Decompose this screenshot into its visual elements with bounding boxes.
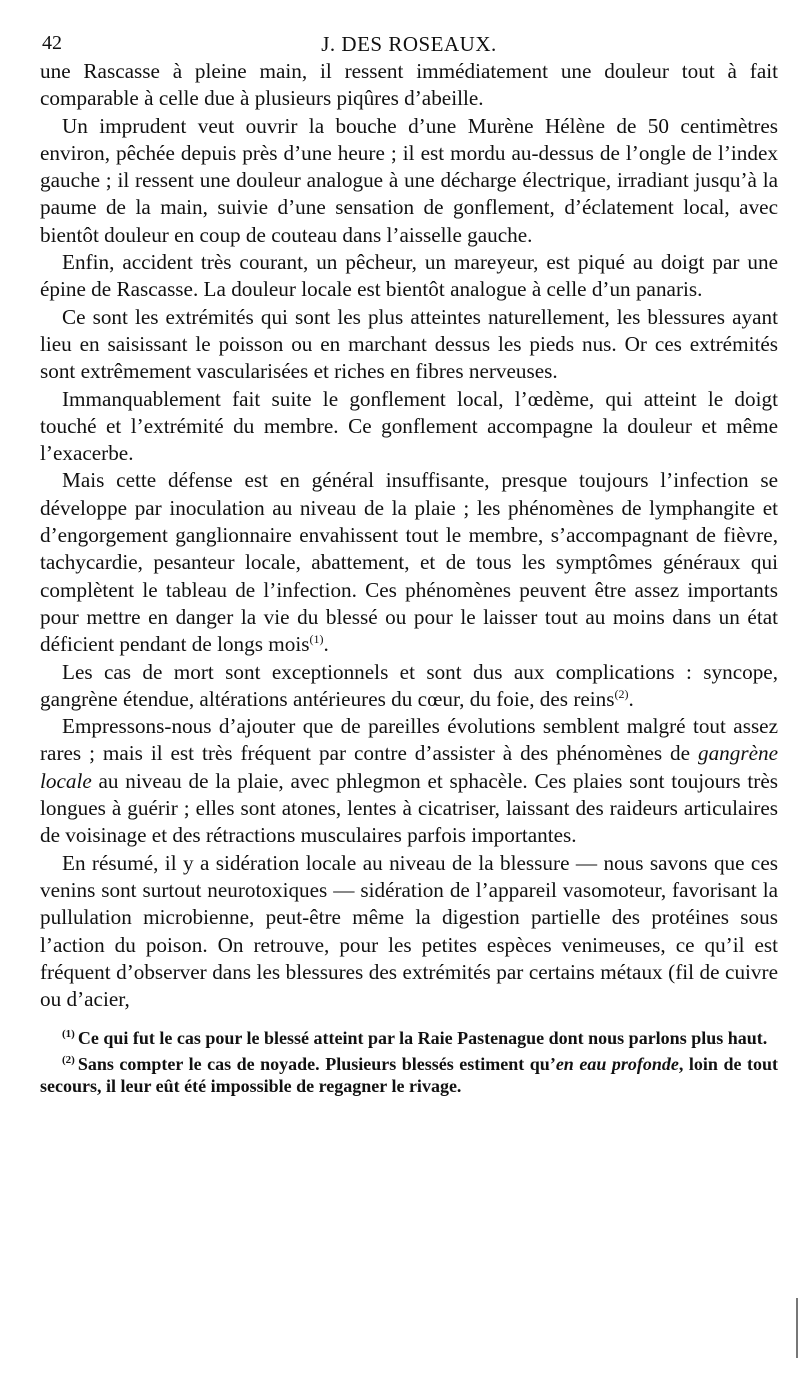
- paragraph-text: Mais cette défense est en général insuffisante, presque toujours l’infection se développe par inoculation au niveau de la plaie ; les phénomènes de lymphangite et d’engorgement ganglionnaire envahissent tout le membre, s’accompagnant de fièvre, tachycardie, pesanteur locale, abattement, et de tous les symptômes généraux qui complètent le tableau de l’infection. Ces phénomènes peuvent être assez importants pour mettre en danger la vie du blessé ou pour le laisser tout au moins dans un état déficient pendant de longs mois: [40, 468, 778, 657]
- footnote-mark: (2): [62, 1054, 75, 1067]
- paragraph-2: [40, 113, 778, 249]
- footnote-reference-1: (1): [309, 632, 324, 647]
- footnote-text: Sans compter le cas de noyade. Plusieurs blessés estiment qu’: [77, 1054, 556, 1075]
- paragraph-1: [40, 58, 778, 113]
- footnote-text: Ce qui fut le cas pour le blessé atteint par la Raie Pastenague dont nous parlons plus haut.: [77, 1028, 768, 1049]
- paragraph-text: Immanquablement fait suite le gonflement local, l’œdème, qui atteint le doigt touché et l’extrémité du membre. Ce gonflement accompagne la douleur et même l’exacerbe.: [40, 386, 778, 466]
- paragraph-3: [40, 249, 778, 304]
- paragraph-text: Ce sont les extrémités qui sont les plus atteintes naturellement, les blessures ayant lieu en saisissant le poisson ou en marchant dessus les pieds nus. Or ces extrémités sont extrêmement vascularisées et riches en fibres nerveuses.: [40, 304, 778, 384]
- paragraph-5: [40, 386, 778, 468]
- book-page: [40, 18, 778, 1097]
- paragraph-text: Un imprudent veut ouvrir la bouche d’une Murène Hélène de 50 centimètres environ, pêchée depuis près d’une heure ; il est mordu au-dessus de l’ongle de l’index gauche ; il ressent une douleur analogue à une décharge électrique, irradiant jusqu’à la paume de la main, suivie d’une sensation de gonflement, d’éclatement local, avec bientôt douleur en coup de couteau dans l’aisselle gauche.: [40, 113, 778, 247]
- paragraph-text-end: .: [323, 632, 329, 657]
- paragraph-text-end: au niveau de la plaie, avec phlegmon et sphacèle. Ces plaies sont toujours très longues à guérir ; elles sont atones, lentes à cicatriser, laissant des raideurs articulaires de voisinage et des rétractions musculaires parfois importantes.: [40, 768, 778, 848]
- paragraph-9: [40, 850, 778, 1014]
- page-edge-mark: [796, 1298, 798, 1358]
- page-number: 42: [42, 32, 62, 54]
- italic-term: gangrène locale: [40, 741, 778, 793]
- footnote-mark: (1): [62, 1028, 75, 1041]
- paragraph-8: [40, 713, 778, 849]
- footnote-2: [40, 1053, 778, 1097]
- footnote-text-end: , loin de tout secours, il leur eût été impossible de regagner le rivage.: [40, 1054, 779, 1097]
- paragraph-text: Les cas de mort sont exceptionnels et sont dus aux complications : syncope, gangrène étendue, altérations antérieures du cœur, du foie, des reins: [40, 659, 778, 711]
- footnote-reference-2: (2): [614, 686, 629, 701]
- body-text: [40, 58, 778, 1013]
- footnotes: [40, 1027, 778, 1097]
- paragraph-text: En résumé, il y a sidération locale au niveau de la blessure — nous savons que ces venins sont surtout neurotoxiques — sidération de l’appareil vasomoteur, favorisant la pullulation microbienne, peut-être même la digestion partielle des protéines sous l’action du poison. On retrouve, pour les petites espèces venimeuses, ce qu’il est fréquent d’observer dans les blessures des extrémités par certains métaux (fil de cuivre ou d’acier,: [40, 850, 778, 1012]
- paragraph-text: Enfin, accident très courant, un pêcheur, un mareyeur, est piqué au doigt par une épine de Rascasse. La douleur locale est bientôt analogue à celle d’un panaris.: [40, 250, 778, 302]
- paragraph-6: [40, 467, 778, 658]
- italic-term: en eau profonde: [555, 1054, 679, 1075]
- paragraph-text: Empressons-nous d’ajouter que de pareilles évolutions semblent malgré tout assez rares ; mais il est très fréquent par contre d’assister à des phénomènes de: [40, 714, 778, 766]
- paragraph-7: [40, 659, 778, 714]
- paragraph-4: [40, 304, 778, 386]
- paragraph-text: une Rascasse à pleine main, il ressent immédiatement une douleur tout à fait comparable à celle due à plusieurs piqûres d’abeille.: [40, 59, 778, 111]
- paragraph-text-end: .: [628, 686, 634, 711]
- running-title: J. DES ROSEAUX.: [321, 32, 497, 56]
- running-head: [40, 18, 778, 58]
- footnote-1: [40, 1027, 778, 1049]
